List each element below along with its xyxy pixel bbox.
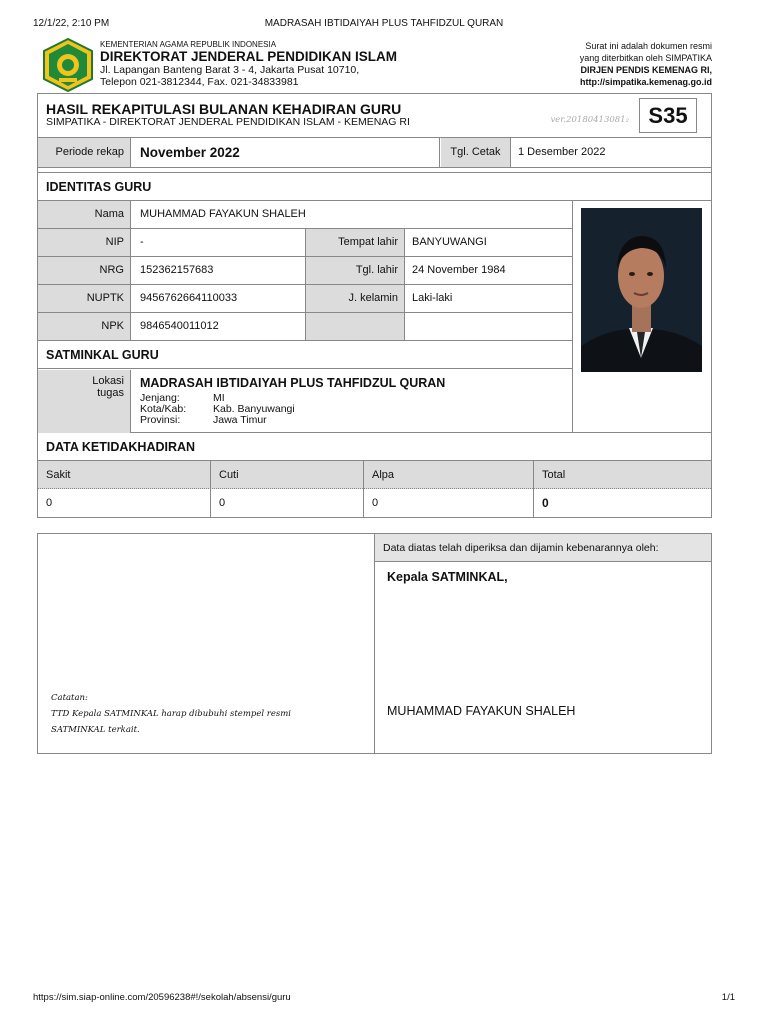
address: Jl. Lapangan Banteng Barat 3 - 4, Jakarta Pusat 10710, (100, 64, 360, 76)
jenjang-value: MI (213, 392, 225, 404)
row-nip (38, 229, 573, 257)
letterhead (38, 38, 712, 92)
col-sakit: Sakit (38, 461, 211, 489)
form-code: S35 (639, 98, 697, 133)
sign-divider (374, 534, 375, 753)
jenjang-label: Jenjang: (140, 392, 180, 404)
provinsi-row (140, 415, 267, 426)
note-line: DIRJEN PENDIS KEMENAG RI, (580, 65, 712, 75)
nama-label: Nama (38, 201, 131, 228)
tugas-label: tugas (97, 387, 124, 399)
organization-block (100, 40, 397, 88)
col-alpa: Alpa (364, 461, 534, 489)
cetak-label: Tgl. Cetak (441, 138, 511, 167)
catatan-line: TTD Kepala SATMINKAL harap dibubuhi stempel resmi (51, 709, 292, 719)
empty-label-cell (305, 313, 405, 340)
absence-header-row (38, 461, 711, 489)
report-title-row (38, 94, 711, 138)
directorate-name: DIREKTORAT JENDERAL PENDIDIKAN ISLAM (100, 49, 398, 64)
catatan-line: SATMINKAL terkait. (51, 725, 140, 735)
nrg-label: NRG (38, 257, 131, 284)
row-nrg (38, 257, 573, 285)
note-link[interactable]: http://simpatika.kemenag.go.id (579, 77, 712, 87)
column-divider (572, 201, 573, 433)
kota-value: Kab. Banyuwangi (213, 403, 295, 415)
value-cuti: 0 (211, 489, 364, 517)
value-alpa: 0 (364, 489, 534, 517)
npk-value: 9846540011012 (140, 320, 219, 332)
value-total: 0 (542, 496, 549, 510)
tgl-lahir-value: 24 November 1984 (412, 264, 506, 276)
row-npk (38, 313, 573, 341)
nip-label: NIP (38, 229, 131, 256)
nuptk-value: 9456762664110033 (140, 292, 238, 304)
tempat-lahir-value: BANYUWANGI (412, 236, 487, 248)
npk-label: NPK (38, 313, 131, 340)
ministry-name: KEMENTERIAN AGAMA REPUBLIK INDONESIA (100, 40, 277, 49)
col-cuti: Cuti (211, 461, 364, 489)
periode-value: November 2022 (132, 138, 440, 167)
cetak-value: 1 Desember 2022 (518, 146, 606, 158)
lokasi-label: Lokasi (92, 375, 124, 387)
provinsi-label: Provinsi: (140, 414, 181, 426)
kemenag-logo-icon (42, 38, 94, 92)
teacher-photo (581, 208, 702, 372)
catatan-note (51, 690, 351, 738)
note-line: yang diterbitkan oleh SIMPATIKA (579, 53, 712, 63)
page-count: 1/1 (721, 992, 735, 1003)
value-sakit: 0 (38, 489, 211, 517)
print-datetime: 12/1/22, 2:10 PM (33, 18, 110, 29)
document-note (580, 40, 712, 88)
row-nuptk (38, 285, 573, 313)
tempat-lahir-label: Tempat lahir (305, 229, 405, 256)
lokasi-tugas-label (38, 370, 131, 433)
kota-label: Kota/Kab: (140, 403, 187, 415)
report (37, 93, 712, 518)
print-header (33, 18, 735, 32)
identitas-section (38, 201, 711, 433)
page-url[interactable]: https://sim.siap-online.com/20596238#!/sekolah/absensi/guru (33, 992, 291, 1003)
signer-name: MUHAMMAD FAYAKUN SHALEH (387, 704, 576, 718)
print-footer (33, 992, 735, 1006)
report-title: HASIL REKAPITULASI BULANAN KEHADIRAN GURU (46, 101, 402, 117)
ketidakhadiran-heading: DATA KETIDAKHADIRAN (38, 433, 711, 461)
satminkal-heading: SATMINKAL GURU (38, 341, 573, 369)
note-line: Surat ini adalah dokumen resmi (585, 41, 712, 51)
nama-value: MUHAMMAD FAYAKUN SHALEH (140, 208, 306, 220)
phone: Telepon 021-3812344, Fax. 021-34833981 (100, 76, 299, 88)
satminkal-body (38, 370, 573, 433)
provinsi-value: Jawa Timur (213, 414, 267, 426)
nip-value: - (140, 236, 144, 248)
report-subtitle: SIMPATIKA - DIREKTORAT JENDERAL PENDIDIKAN ISLAM - KEMENAG RI (46, 116, 410, 128)
absence-value-row (38, 489, 711, 517)
catatan-title: Catatan: (51, 693, 88, 703)
kepala-satminkal-label: Kepala SATMINKAL, (387, 570, 508, 584)
print-page-title: MADRASAH IBTIDAIYAH PLUS TAHFIDZUL QURAN (264, 18, 504, 29)
tgl-lahir-label: Tgl. lahir (305, 257, 405, 284)
jenis-kelamin-value: Laki-laki (412, 292, 453, 304)
identitas-heading: IDENTITAS GURU (38, 173, 711, 201)
nrg-value: 152362157683 (140, 264, 214, 276)
nuptk-label: NUPTK (38, 285, 131, 312)
row-nama (38, 201, 573, 229)
jenis-kelamin-label: J. kelamin (305, 285, 405, 312)
madrasah-name: MADRASAH IBTIDAIYAH PLUS TAHFIDZUL QURAN (140, 376, 446, 390)
periode-label: Periode rekap (38, 138, 131, 167)
col-total: Total (542, 469, 566, 481)
pengesahan-box (37, 533, 712, 754)
periode-row (38, 138, 711, 168)
verification-text: Data diatas telah diperiksa dan dijamin kebenarannya oleh: (375, 534, 711, 562)
version-label: ver.20180413081₂ (550, 115, 629, 125)
